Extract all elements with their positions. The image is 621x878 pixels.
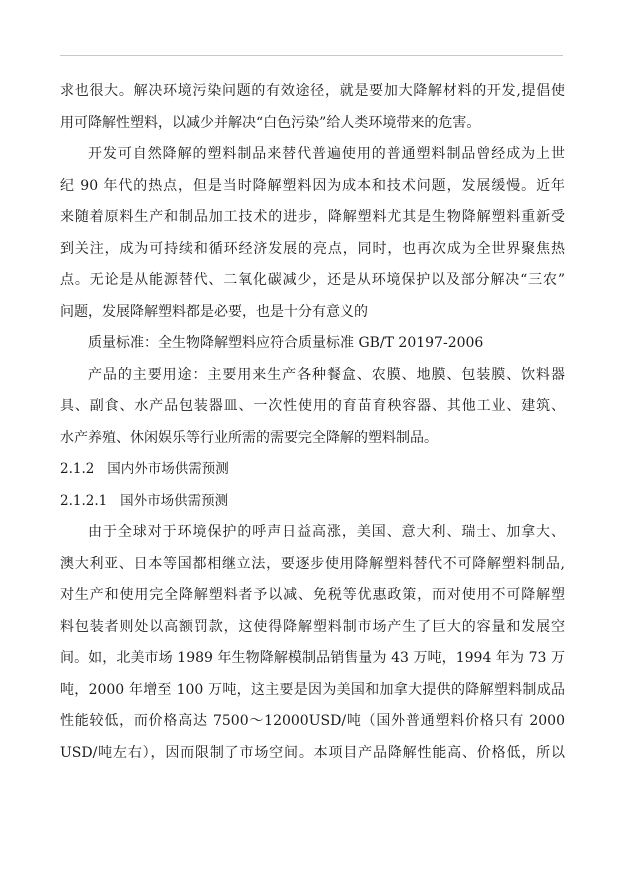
text-line: 到关注，成为可持续和循环经济发展的亮点，同时，也再次成为全世界聚焦热 bbox=[60, 240, 565, 257]
section-number: 2.1.2 bbox=[60, 461, 95, 477]
text-line: 料包装者则处以高额罚款，这使得降解塑料制市场产生了巨大的容量和发展空 bbox=[60, 618, 565, 635]
document-body bbox=[60, 76, 565, 769]
text-line: USD/吨左右），因而限制了市场空间。本项目产品降解性能高、价格低，所以 bbox=[60, 744, 565, 761]
text-line: 由于全球对于环境保护的呼声日益高涨，美国、意大利、瑞士、加拿大、 bbox=[88, 524, 565, 540]
section-heading bbox=[60, 454, 565, 486]
text-line: 澳大利亚、日本等国都相继立法，要逐步使用降解塑料替代不可降解塑料制品, bbox=[60, 555, 565, 572]
text-line: 问题，发展降解塑料都是必要，也是十分有意义的 bbox=[60, 303, 368, 320]
text-line: 求也很大。解决环境污染问题的有效途径，就是要加大降解材料的开发,提倡使 bbox=[60, 83, 565, 99]
text-line: 吨，2000 年增至 100 万吨，这主要是因为美国和加拿大提供的降解塑料制成品 bbox=[60, 681, 565, 698]
text-line: 产品的主要用途：主要用来生产各种餐盒、农膜、地膜、包装膜、饮料器 bbox=[88, 366, 565, 383]
text-line: 间。如，北美市场 1989 年生物降解模制品销售量为 43 万吨，1994 年为 73 万 bbox=[60, 650, 565, 666]
text-line: 水产养殖、休闲娱乐等行业所需的需要完全降解的塑料制品。 bbox=[60, 429, 438, 446]
header-rule bbox=[60, 55, 563, 56]
section-title: 国内外市场供需预测 bbox=[107, 461, 229, 477]
text-line: 对生产和使用完全降解塑料者予以减、免税等优惠政策，而对使用不可降解塑 bbox=[60, 587, 565, 603]
subsection-heading bbox=[60, 486, 565, 518]
text-line: 纪 90 年代的热点，但是当时降解塑料因为成本和技术问题，发展缓慢。近年 bbox=[60, 177, 565, 194]
text-line: 来随着原料生产和制品加工技术的进步，降解塑料尤其是生物降解塑料重新受 bbox=[60, 209, 565, 225]
text-line: 具、副食、水产品包装器皿、一次性使用的育苗育秧容器、其他工业、建筑、 bbox=[60, 398, 565, 414]
subsection-title: 国外市场供需预测 bbox=[120, 492, 229, 509]
text-line: 开发可自然降解的塑料制品来替代普遍使用的普通塑料制品曾经成为上世 bbox=[88, 146, 565, 162]
text-line: 点。无论是从能源替代、二氧化碳减少，还是从环境保护以及部分解决“三农” bbox=[60, 272, 565, 288]
quality-standard-line: 质量标准：全生物降解塑料应符合质量标准 GB/T 20197-2006 bbox=[88, 335, 484, 351]
text-line: 性能较低，而价格高达 7500～12000USD/吨（国外普通塑料价格只有 2000 bbox=[60, 713, 565, 729]
text-line: 用可降解性塑料，以减少并解决“白色污染”给人类环境带来的危害。 bbox=[60, 114, 481, 131]
subsection-number: 2.1.2.1 bbox=[60, 492, 108, 509]
